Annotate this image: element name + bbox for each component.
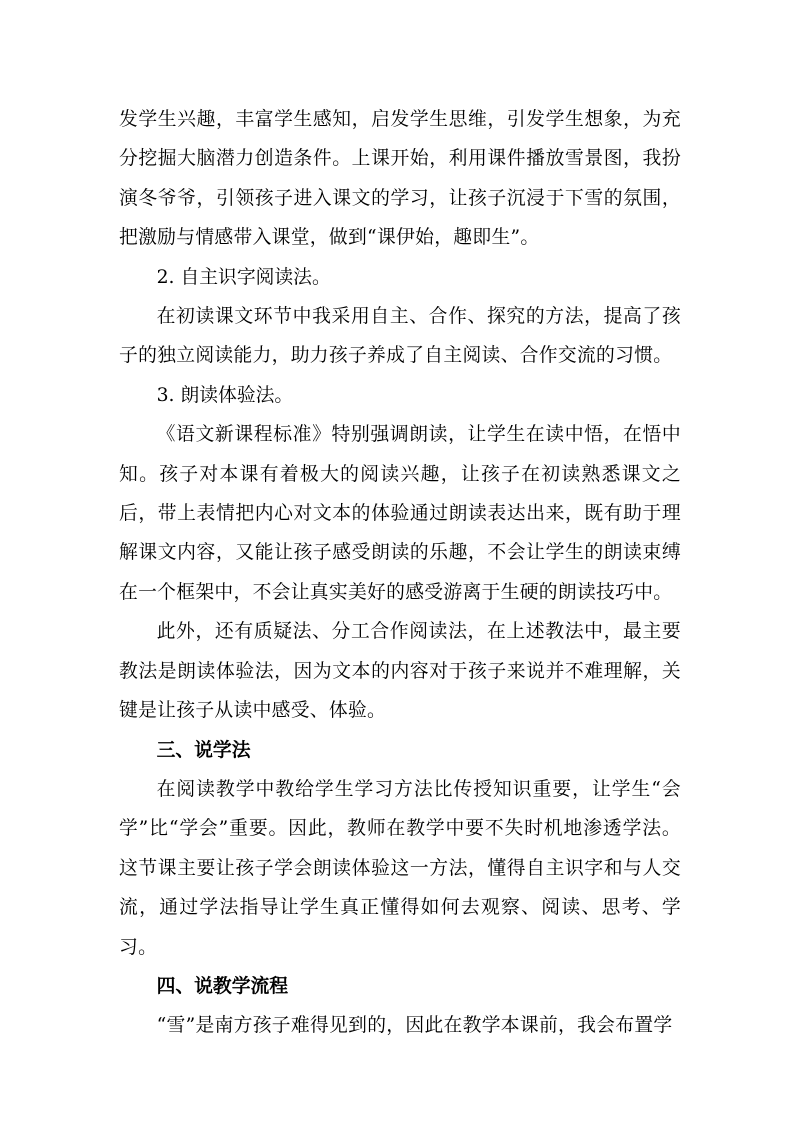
section-heading-learning-method: 三、说学法 — [156, 738, 251, 761]
paragraph-self-literacy: 在初读课文环节中我采用自主、合作、探究的方法，提高了孩子的独立阅读能力，助力孩子养成了自主阅读、合作交流的习惯。 — [119, 306, 681, 367]
method-heading-self-literacy: 2. 自主识字阅读法。 — [156, 266, 331, 288]
method-heading-reading-experience: 3. 朗读体验法。 — [156, 384, 294, 406]
paragraph-intro-continued: 发学生兴趣，丰富学生感知，启发学生思维，引发学生想象，为充分挖掘大脑潜力创造条件。上课开始，利用课件播放雪景图，我扮演冬爷爷，引领孩子进入课文的学习，让孩子沉浸于下雪的氛围，把激励与情感带入课堂，做到“课伊始，趣即生”。 — [119, 109, 681, 249]
paragraph-teaching-process: “雪”是南方孩子难得见到的，因此在教学本课前，我会布置学 — [156, 1015, 673, 1037]
section-heading-teaching-process: 四、说教学流程 — [156, 974, 289, 997]
paragraph-other-methods: 此外，还有质疑法、分工合作阅读法，在上述教法中，最主要教法是朗读体验法，因为文本的内容对于孩子来说并不难理解，关键是让孩子从读中感受、体验。 — [119, 621, 681, 722]
paragraph-learning-method: 在阅读教学中教给学生学习方法比传授知识重要，让学生“会学”比“学会”重要。因此，教师在教学中要不失时机地渗透学法。这节课主要让孩子学会朗读体验这一方法，懂得自主识字和与人交流，通过学法指导让学生真正懂得如何去观察、阅读、思考、学习。 — [119, 778, 681, 958]
paragraph-reading-experience: 《语文新课程标准》特别强调朗读，让学生在读中悟，在悟中知。孩子对本课有着极大的阅读兴趣，让孩子在初读熟悉课文之后，带上表情把内心对文本的体验通过朗读表达出来，既有助于理解课文内容，又能让孩子感受朗读的乐趣，不会让学生的朗读束缚在一个框架中，不会让真实美好的感受游离于生硬的朗读技巧中。 — [119, 424, 681, 603]
document-body — [119, 100, 681, 1046]
